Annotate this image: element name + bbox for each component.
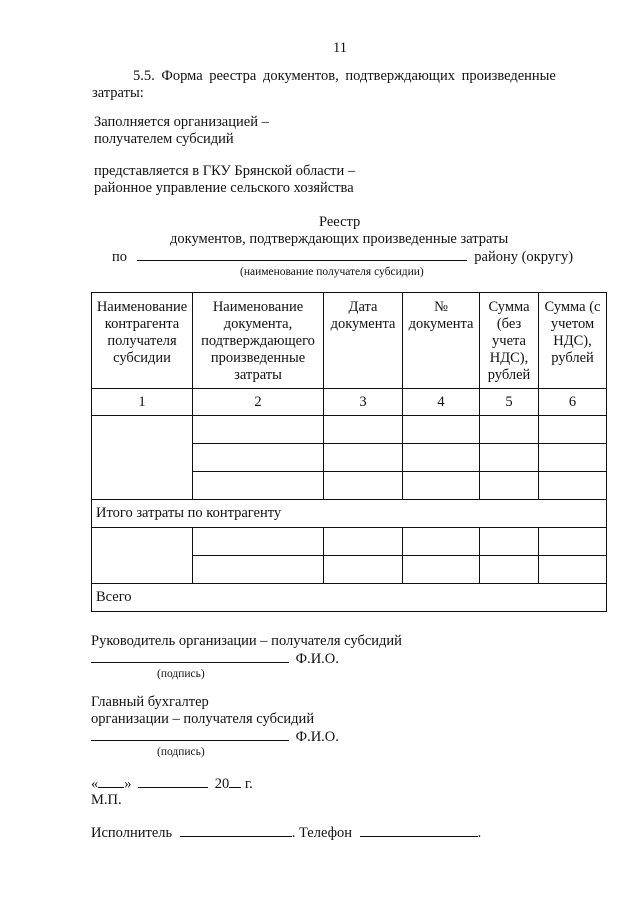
registry-subtitle: документов, подтверждающих произведенные затраты bbox=[170, 231, 509, 247]
executor-label: Исполнитель bbox=[91, 825, 173, 841]
subtotal-row bbox=[92, 500, 607, 528]
table-cell bbox=[403, 472, 480, 500]
executor-line bbox=[91, 824, 481, 842]
phone-end: . bbox=[477, 825, 482, 841]
submitted-to-line2: районное управление сельского хозяйства bbox=[94, 180, 354, 196]
head-signature-caption: (подпись) bbox=[157, 668, 205, 680]
accountant-signature-underline bbox=[91, 728, 289, 741]
head-signature-label: Руководитель организации – получателя субсидий bbox=[91, 633, 402, 649]
recipient-underline bbox=[137, 248, 467, 261]
column-number: 5 bbox=[480, 389, 539, 416]
table-cell bbox=[539, 556, 607, 584]
header-document-date: Дата документа bbox=[324, 293, 403, 389]
date-suffix: г. bbox=[244, 776, 253, 792]
table-row bbox=[92, 528, 607, 556]
table-cell bbox=[403, 556, 480, 584]
accountant-line1: Главный бухгалтер bbox=[91, 694, 209, 710]
header-document-number: № документа bbox=[403, 293, 480, 389]
registry-table bbox=[91, 292, 607, 612]
stamp-place: М.П. bbox=[91, 792, 122, 808]
head-signature-line bbox=[91, 650, 339, 668]
section-heading-cont: затраты: bbox=[92, 85, 144, 101]
filled-by-line1: Заполняется организацией – bbox=[94, 114, 269, 130]
table-cell bbox=[193, 472, 324, 500]
table-cell bbox=[324, 444, 403, 472]
district-label: району (округу) bbox=[474, 249, 574, 265]
column-number: 2 bbox=[193, 389, 324, 416]
table-cell bbox=[403, 444, 480, 472]
table-cell bbox=[480, 528, 539, 556]
accountant-fio: Ф.И.О. bbox=[295, 729, 339, 745]
executor-underline bbox=[180, 824, 292, 837]
table-cell bbox=[480, 444, 539, 472]
phone-label: . Телефон bbox=[291, 825, 352, 841]
table-cell bbox=[324, 528, 403, 556]
column-number: 4 bbox=[403, 389, 480, 416]
table-cell bbox=[324, 416, 403, 444]
header-sum-no-vat: Сумма (без учета НДС), рублей bbox=[480, 293, 539, 389]
subtotal-label: Итого затраты по контрагенту bbox=[92, 500, 607, 528]
table-header-row bbox=[92, 293, 607, 389]
by-label: по bbox=[112, 249, 128, 265]
table-cell bbox=[324, 472, 403, 500]
phone-underline bbox=[360, 824, 478, 837]
table-cell bbox=[539, 528, 607, 556]
accountant-line2: организации – получателя субсидий bbox=[91, 711, 315, 727]
table-cell bbox=[539, 472, 607, 500]
table-cell bbox=[193, 528, 324, 556]
total-label: Всего bbox=[92, 584, 607, 612]
header-counterparty: Наименование контрагента получателя субсидии bbox=[92, 293, 193, 389]
registry-title: Реестр bbox=[319, 214, 361, 230]
table-cell bbox=[324, 556, 403, 584]
date-line bbox=[91, 775, 253, 793]
head-fio: Ф.И.О. bbox=[295, 651, 339, 667]
header-document-name: Наименование документа, подтверждающего произведенные затраты bbox=[193, 293, 324, 389]
table-cell bbox=[539, 416, 607, 444]
table-cell bbox=[539, 444, 607, 472]
date-month-underline bbox=[138, 775, 208, 788]
date-year: 20 bbox=[214, 776, 230, 792]
filled-by-line2: получателем субсидий bbox=[94, 131, 234, 147]
table-cell bbox=[193, 444, 324, 472]
column-number-row bbox=[92, 389, 607, 416]
table-cell bbox=[480, 416, 539, 444]
table-cell bbox=[403, 416, 480, 444]
submitted-to-line1: представляется в ГКУ Брянской области – bbox=[94, 163, 356, 179]
recipient-caption: (наименование получателя субсидии) bbox=[240, 266, 424, 278]
accountant-signature-line bbox=[91, 728, 339, 746]
accountant-signature-caption: (подпись) bbox=[157, 746, 205, 758]
table-cell bbox=[193, 556, 324, 584]
date-open-quote: « bbox=[91, 776, 99, 792]
table-cell bbox=[480, 472, 539, 500]
counterparty-cell bbox=[92, 416, 193, 500]
counterparty-cell bbox=[92, 528, 193, 584]
page-number: 11 bbox=[333, 40, 347, 56]
column-number: 6 bbox=[539, 389, 607, 416]
head-signature-underline bbox=[91, 650, 289, 663]
date-close-quote: » bbox=[124, 776, 132, 792]
section-heading: 5.5. Форма реестра документов, подтверждающих произведенные bbox=[133, 68, 556, 84]
table-cell bbox=[480, 556, 539, 584]
header-sum-with-vat: Сумма (с учетом НДС), рублей bbox=[539, 293, 607, 389]
date-day-underline bbox=[98, 775, 124, 788]
table-row bbox=[92, 416, 607, 444]
date-year-underline bbox=[229, 775, 241, 788]
table-cell bbox=[193, 416, 324, 444]
table-cell bbox=[403, 528, 480, 556]
column-number: 1 bbox=[92, 389, 193, 416]
column-number: 3 bbox=[324, 389, 403, 416]
total-row bbox=[92, 584, 607, 612]
